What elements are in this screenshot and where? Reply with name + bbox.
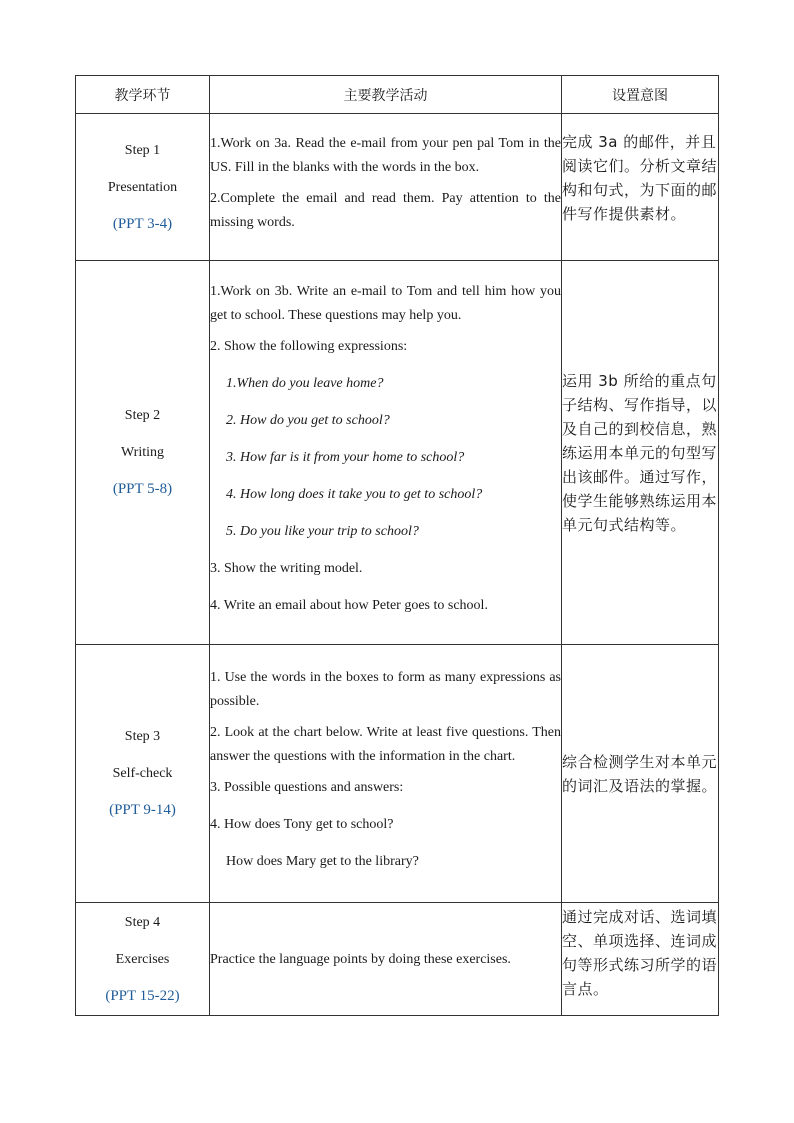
expression-item: 1.When do you leave home? <box>226 376 384 391</box>
step-number: Step 3 <box>124 729 161 744</box>
step-stage: Presentation <box>107 179 178 195</box>
step-ppt-range: (PPT 9-14) <box>109 802 176 818</box>
intent-cell: 完成 3a 的邮件，并且阅读它们。分析文章结构和句式，为下面的邮件写作提供素材。 <box>562 114 719 261</box>
activity-item: 1.Work on 3b. Write an e-mail to Tom and tell him how you get to school. These questions may help you. <box>210 284 561 323</box>
step-ppt-range: (PPT 5-8) <box>112 481 173 497</box>
activities-cell <box>210 114 562 261</box>
intent-cell: 通过完成对话、选词填空、单项选择、连词成句等形式练习所学的语言点。 <box>562 903 719 1016</box>
activity-item: 3. Possible questions and answers: <box>210 780 404 795</box>
expression-item: 3. How far is it from your home to school? <box>226 450 465 465</box>
activity-item: How does Mary get to the library? <box>226 854 419 869</box>
activity-item: 2. Look at the chart below. Write at least five questions. Then answer the questions with the information in the chart. <box>210 725 561 764</box>
header-activities: 主要教学活动 <box>210 76 562 114</box>
step-number: Step 2 <box>124 408 161 423</box>
step-number: Step 4 <box>124 914 161 930</box>
expression-item: 4. How long does it take you to get to school? <box>226 487 483 502</box>
intent-cell: 运用 3b 所给的重点句子结构、写作指导，以及自己的到校信息，熟练运用本单元的句型写出该邮件。通过写作，使学生能够熟练运用本单元句式结构等。 <box>562 261 719 645</box>
activities-cell <box>210 261 562 645</box>
table-row-step-2 <box>76 261 719 645</box>
activity-item: 2.Complete the email and read them. Pay attention to the missing words. <box>210 191 561 230</box>
header-stage: 教学环节 <box>76 76 210 114</box>
activity-item: 1. Use the words in the boxes to form as many expressions as possible. <box>210 670 561 709</box>
table-row-step-4 <box>76 903 719 1016</box>
step-ppt-range: (PPT 3-4) <box>112 215 173 232</box>
expression-item: 5. Do you like your trip to school? <box>226 524 419 539</box>
intent-cell: 综合检测学生对本单元的词汇及语法的掌握。 <box>562 645 719 903</box>
step-ppt-range: (PPT 15-22) <box>105 987 180 1004</box>
activity-item: 2. Show the following expressions: <box>210 339 408 354</box>
activities-cell <box>210 645 562 903</box>
activity-item: 3. Show the writing model. <box>210 561 363 576</box>
step-stage: Self-check <box>112 766 173 781</box>
lesson-plan-table <box>75 75 719 1016</box>
table-row-step-3 <box>76 645 719 903</box>
step-stage: Exercises <box>115 951 170 967</box>
activity-item: 4. How does Tony get to school? <box>210 817 394 832</box>
step-number: Step 1 <box>124 142 161 158</box>
header-intent: 设置意图 <box>562 76 719 114</box>
step-cell <box>76 114 210 261</box>
expression-item: 2. How do you get to school? <box>226 413 390 428</box>
table-row-step-1 <box>76 114 719 261</box>
activities-cell <box>210 903 562 1016</box>
activity-item: 4. Write an email about how Peter goes to school. <box>210 598 488 613</box>
activity-item: Practice the language points by doing these exercises. <box>210 951 511 967</box>
step-stage: Writing <box>121 445 164 460</box>
activity-item: 1.Work on 3a. Read the e-mail from your pen pal Tom in the US. Fill in the blanks with the words in the box. <box>210 136 561 175</box>
step-cell <box>76 645 210 903</box>
step-cell <box>76 261 210 645</box>
header-row <box>76 76 719 114</box>
step-cell <box>76 903 210 1016</box>
